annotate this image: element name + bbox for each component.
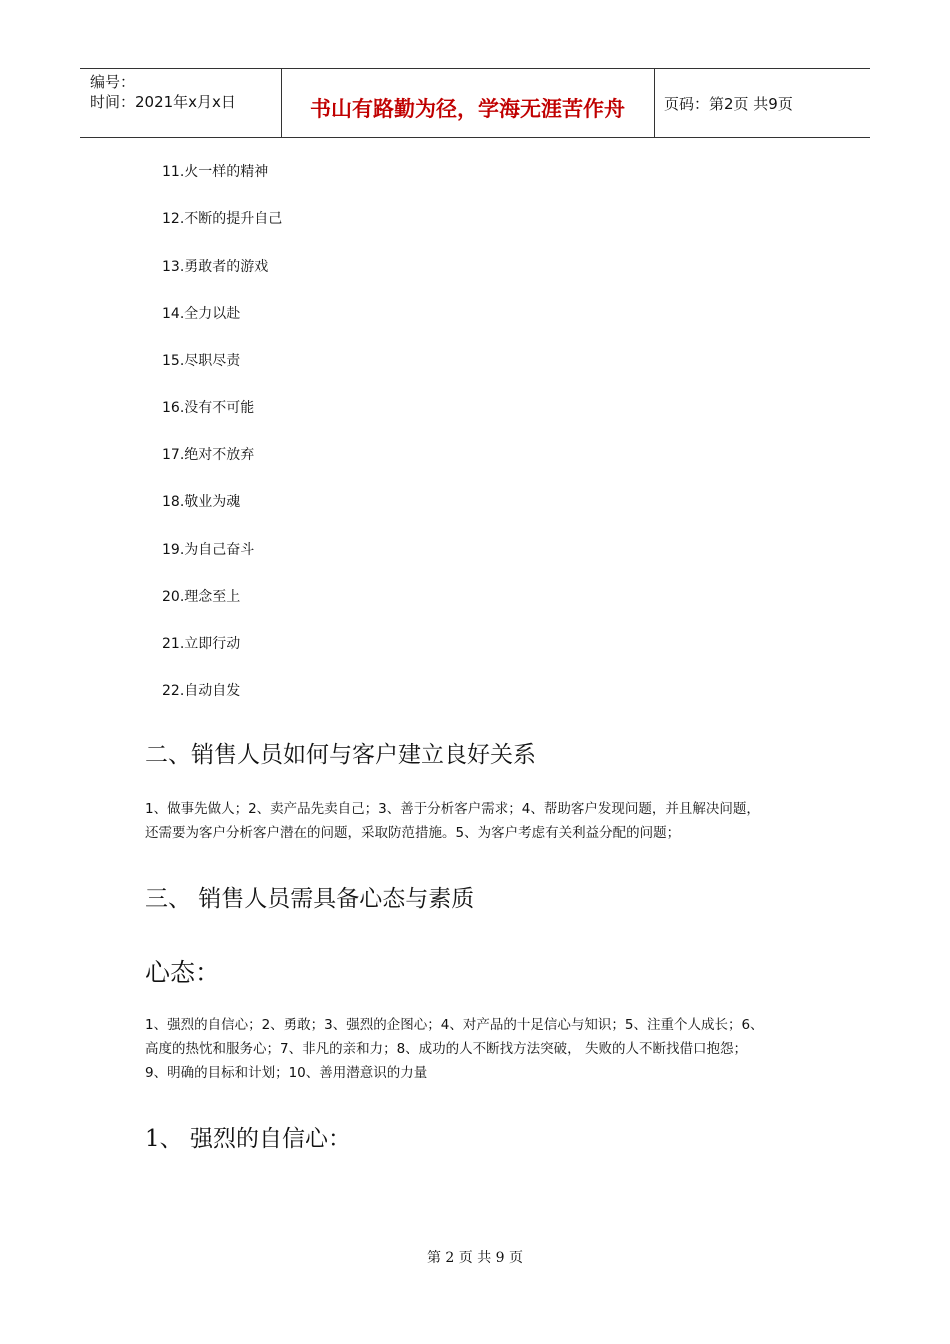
section2-heading: 二、销售人员如何与客户建立良好关系 — [145, 742, 536, 768]
list-item: 14.全力以赴 — [162, 306, 241, 322]
list-item: 22.自动自发 — [162, 683, 241, 699]
header-page-cell — [654, 69, 870, 137]
list-item: 19.为自己奋斗 — [162, 542, 255, 558]
section3-heading: 三、 销售人员需具备心态与素质 — [145, 886, 475, 912]
page-info: 页码：第2页 共9页 — [664, 95, 793, 113]
header-motto-cell — [281, 69, 655, 137]
paragraph-line: 1、强烈的自信心；2、勇敢；3、强烈的企图心；4、对产品的十足信心与知识；5、注重个人成长；6、 — [145, 1017, 764, 1033]
page-footer: 第 2 页 共 9 页 — [426, 1250, 524, 1266]
page-header — [80, 68, 870, 138]
subsection1-heading: 1、 强烈的自信心： — [145, 1126, 351, 1152]
list-item: 21.立即行动 — [162, 636, 241, 652]
list-item: 20.理念至上 — [162, 589, 241, 605]
date-label: 时间：2021年x月x日 — [90, 93, 236, 111]
mindset-heading: 心态： — [145, 958, 221, 987]
header-meta-cell — [80, 69, 282, 137]
list-item: 13.勇敢者的游戏 — [162, 259, 269, 275]
section2-paragraph — [145, 797, 825, 845]
motto: 书山有路勤为径，学海无涯苦作舟 — [310, 96, 625, 121]
list-item: 16.没有不可能 — [162, 400, 255, 416]
code-label: 编号： — [90, 73, 136, 91]
paragraph-line: 1、做事先做人；2、卖产品先卖自己；3、善于分析客户需求；4、帮助客户发现问题，并且解决问题， — [145, 801, 760, 817]
list-item: 11.火一样的精神 — [162, 164, 269, 180]
paragraph-line: 还需要为客户分析客户潜在的问题，采取防范措施。5、为客户考虑有关利益分配的问题； — [145, 825, 681, 841]
list-item: 15.尽职尽责 — [162, 353, 241, 369]
mindset-paragraph — [145, 1013, 825, 1085]
paragraph-line: 高度的热忱和服务心；7、非凡的亲和力；8、成功的人不断找方法突破， 失败的人不断找借口抱怨； — [145, 1041, 747, 1057]
list-item: 17.绝对不放弃 — [162, 447, 255, 463]
list-item: 18.敬业为魂 — [162, 494, 241, 510]
paragraph-line: 9、明确的目标和计划；10、善用潜意识的力量 — [145, 1065, 428, 1081]
list-item: 12.不断的提升自己 — [162, 211, 283, 227]
